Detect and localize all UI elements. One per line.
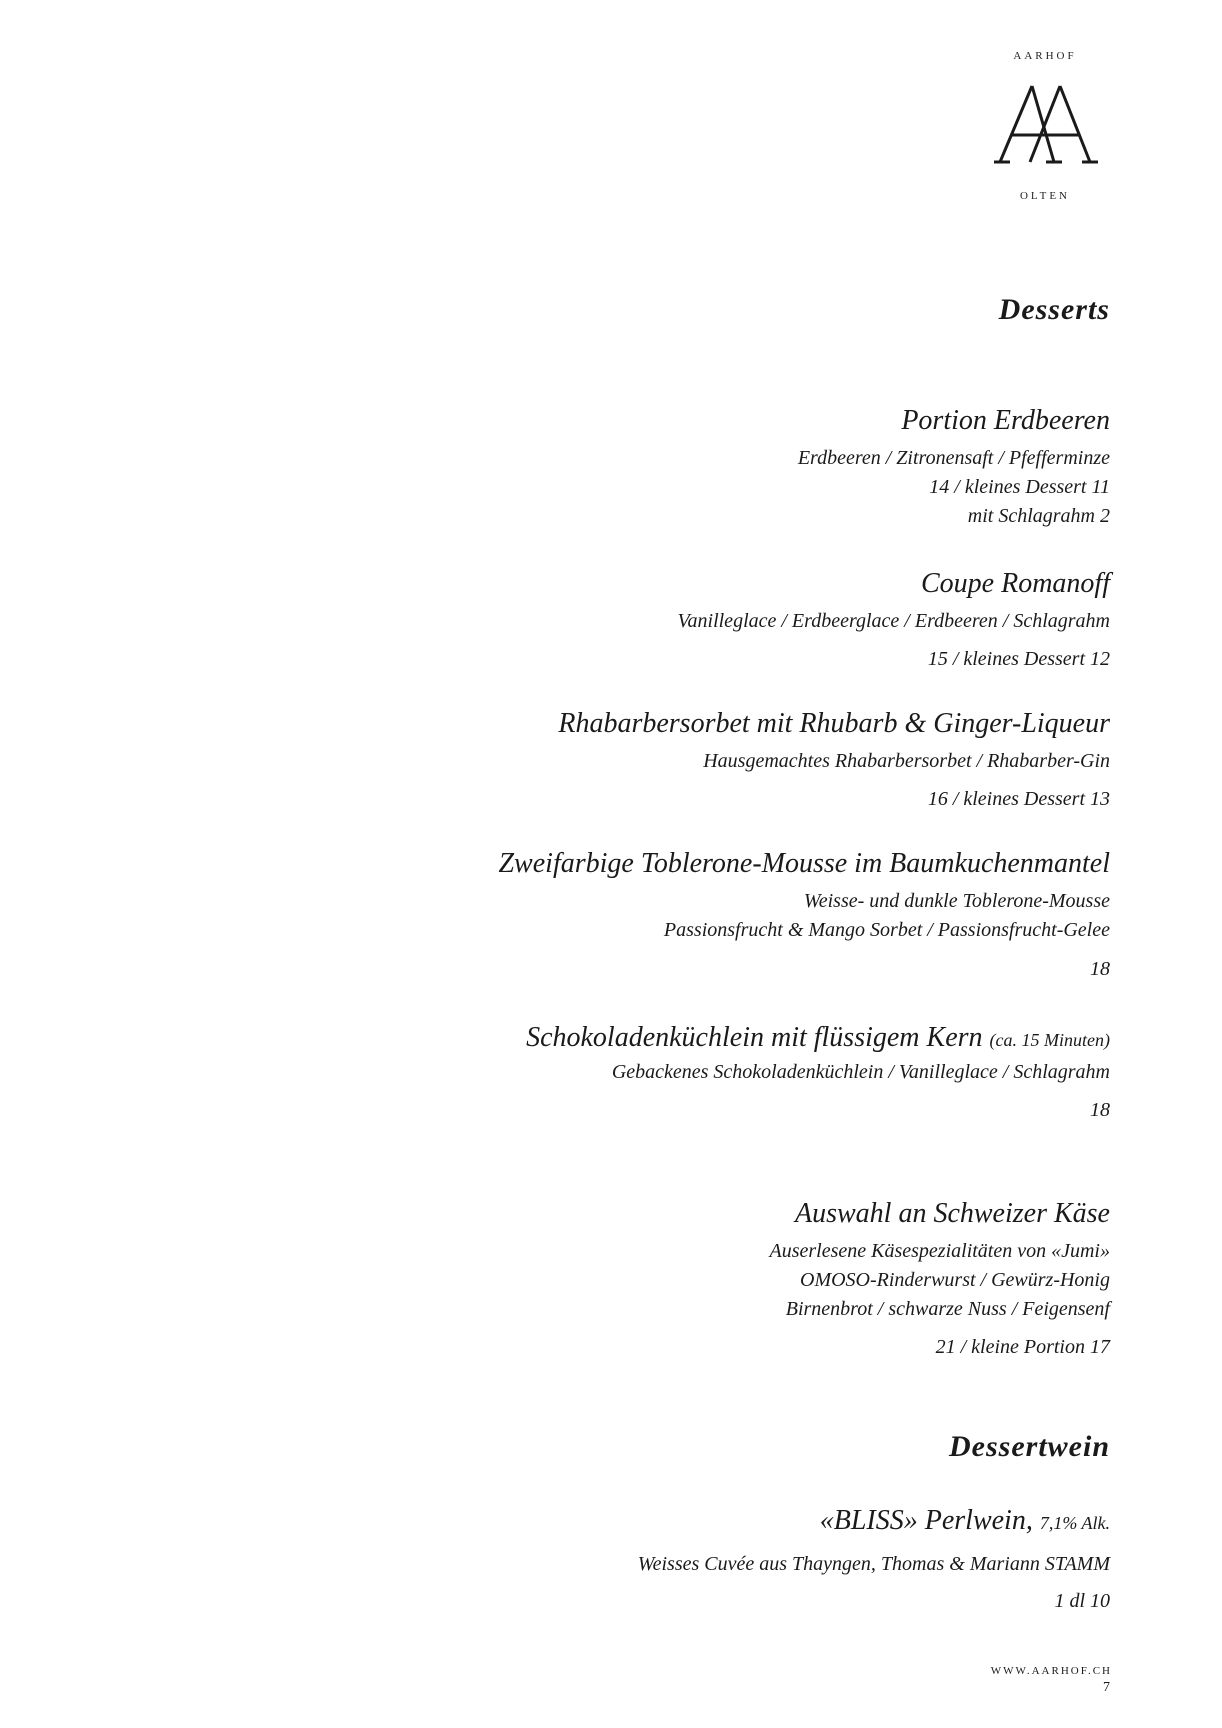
menu-item-title: [526, 1022, 1110, 1054]
menu-item-price: 14 / kleines Dessert 11: [929, 476, 1110, 498]
logo: [990, 50, 1100, 202]
menu-item-line: OMOSO-Rinderwurst / Gewürz-Honig: [800, 1269, 1110, 1291]
wine-title-text: «BLISS» Perlwein,: [819, 1505, 1033, 1536]
logo-bottom-text: OLTEN: [1019, 190, 1071, 202]
wine-line: Weisses Cuvée aus Thayngen, Thomas & Mariann STAMM: [637, 1553, 1110, 1575]
menu-item-price: 21 / kleine Portion 17: [935, 1336, 1110, 1358]
menu-item-title-text: Schokoladenküchlein mit flüssigem Kern: [526, 1022, 983, 1053]
menu-item-line: Hausgemachtes Rhabarbersorbet / Rhabarber-Gin: [703, 750, 1110, 772]
menu-item-line: Vanilleglace / Erdbeerglace / Erdbeeren / Schlagrahm: [677, 610, 1110, 632]
section-heading-dessertwein: Dessertwein: [949, 1430, 1110, 1463]
menu-item-line: Weisse- und dunkle Toblerone-Mousse: [803, 890, 1110, 912]
aa-monogram-icon: [990, 80, 1100, 170]
menu-item-line: Passionsfrucht & Mango Sorbet / Passionsfrucht-Gelee: [663, 919, 1110, 941]
menu-item-title: Coupe Romanoff: [921, 568, 1110, 599]
menu-item-title: Auswahl an Schweizer Käse: [795, 1198, 1110, 1229]
menu-item-title: Rhabarbersorbet mit Rhubarb & Ginger-Liqueur: [558, 708, 1110, 739]
menu-item-title-note: (ca. 15 Minuten): [989, 1030, 1110, 1050]
menu-item-title: Portion Erdbeeren: [901, 405, 1110, 436]
menu-item-title: Zweifarbige Toblerone-Mousse im Baumkuchenmantel: [498, 848, 1110, 879]
menu-item-line: mit Schlagrahm 2: [967, 505, 1110, 527]
logo-top-text: AARHOF: [1013, 50, 1077, 62]
menu-item-line: Erdbeeren / Zitronensaft / Pfefferminze: [797, 447, 1110, 469]
wine-price: 1 dl 10: [1054, 1590, 1110, 1612]
wine-title: [820, 1505, 1110, 1537]
menu-item-price: 16 / kleines Dessert 13: [927, 788, 1110, 810]
footer-url: WWW.AARHOF.CH: [990, 1665, 1112, 1677]
wine-title-note: 7,1% Alk.: [1039, 1513, 1110, 1533]
menu-item-line: Birnenbrot / schwarze Nuss / Feigensenf: [785, 1298, 1110, 1320]
section-heading-desserts: Desserts: [998, 293, 1110, 326]
page-number: 7: [1103, 1680, 1110, 1695]
menu-item-line: Auserlesene Käsespezialitäten von «Jumi»: [769, 1240, 1110, 1262]
menu-item-price: 18: [1090, 958, 1110, 980]
menu-item-price: 18: [1090, 1099, 1110, 1121]
menu-item-line: Gebackenes Schokoladenküchlein / Vanilleglace / Schlagrahm: [611, 1061, 1110, 1083]
menu-item-price: 15 / kleines Dessert 12: [927, 648, 1110, 670]
